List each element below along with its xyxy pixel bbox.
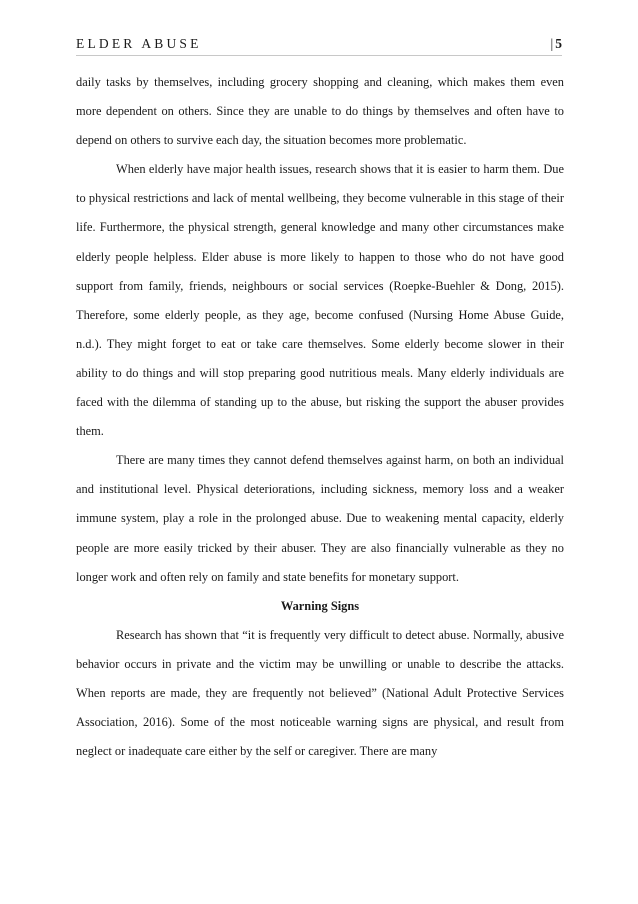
section-heading: Warning Signs bbox=[280, 598, 360, 613]
running-title: ELDER ABUSE bbox=[76, 36, 202, 51]
paragraph-2: When elderly have major health issues, research shows that it is easier to harm them. Due to physical restrictions and lack of mental wellbeing, they become vulnerable in this stage of their life. Furthermore, the physical strength, general knowledge and many other circumstances make elderly people helpless. Elder abuse is more likely to happen to those who do not have good support from family, friends, neighbours or social services (Roepke-Buehler & Dong, 2015). Therefore, some elderly people, as they age, become confused (Nursing Home Abuse Guide, n.d.). They might forget to eat or take care themselves. Some elderly become slower in their ability to do things and will stop preparing good nutritious meals. Many elderly individuals are faced with the dilemma of standing up to the abuse, but risking the support the abuser provides them. bbox=[76, 162, 564, 439]
header-rule bbox=[76, 55, 562, 56]
paragraph-4: Research has shown that “it is frequently very difficult to detect abuse. Normally, abusive behavior occurs in private and the victim may be unwilling or unable to describe the attacks. When reports are made, they are frequently not believed” (National Adult Protective Services Association, 2016). Some of the most noticeable warning signs are physical, and result from neglect or inadequate care either by the self or caregiver. There are many bbox=[76, 627, 564, 759]
page-number: 5 bbox=[555, 36, 562, 51]
page-number-block bbox=[551, 36, 562, 52]
page-separator: | bbox=[550, 36, 554, 51]
body-text bbox=[76, 68, 564, 766]
paragraph-1: daily tasks by themselves, including grocery shopping and cleaning, which makes them even more dependent on others. Since they are unable to do things by themselves and often have to depend on others to survive each day, the situation becomes more problematic. bbox=[76, 75, 564, 148]
paragraph-3: There are many times they cannot defend themselves against harm, on both an individual and institutional level. Physical deteriorations, including sickness, memory loss and a weaker immune system, play a role in the prolonged abuse. Due to weakening mental capacity, elderly people are more easily tricked by their abuser. They are also financially vulnerable as they no longer work and often rely on family and state benefits for monetary support. bbox=[76, 453, 564, 584]
page-header bbox=[76, 36, 562, 56]
